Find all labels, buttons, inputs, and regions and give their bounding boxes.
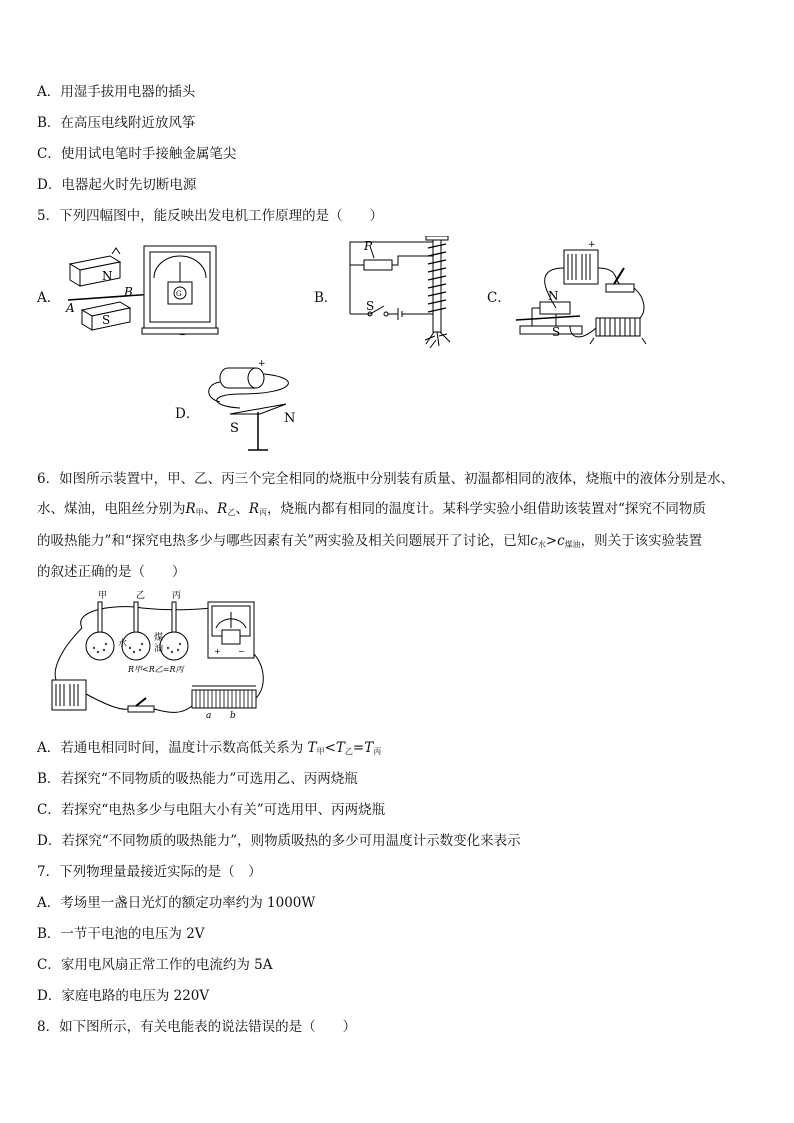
svg-text:+: +	[588, 240, 596, 250]
fig6-relation: R甲<R乙=R丙	[128, 665, 184, 674]
q6-option-c: C．若探究“电热多少与电阻大小有关”可选用甲、丙两烧瓶	[37, 802, 386, 818]
fig6-jia: 甲	[98, 591, 108, 601]
fig6-you: 油	[154, 644, 164, 654]
q6-option-b: B．若探究“不同物质的吸热能力”可选用乙、丙两烧瓶	[37, 771, 358, 787]
q5-figure-c	[510, 238, 650, 354]
q8-stem: 8．如下图所示，有关电能表的说法错误的是（ ）	[37, 1019, 357, 1035]
fig-b-p: P	[364, 239, 373, 253]
q7-option-a: A．考场里一盏日光灯的额定功率约为 1000W	[37, 895, 316, 911]
fig6-mei: 煤	[154, 633, 164, 643]
fig6-a: a	[206, 711, 212, 721]
fig-d-s: S	[230, 421, 239, 436]
q6-stem-line-1: 6．如图所示装置中，甲、乙、丙三个完全相同的烧瓶中分别装有质量、初温都相同的液体，烧瓶中的液体分别是水、	[37, 471, 735, 487]
svg-text:+: +	[258, 359, 266, 369]
q7-option-b: B．一节干电池的电压为 2V	[37, 926, 205, 942]
fig-a-g: G	[176, 290, 182, 298]
q6-figure	[42, 588, 270, 728]
q7-option-d: D．家庭电路的电压为 220V	[37, 988, 210, 1004]
q7-option-c: C．家用电风扇正常工作的电流约为 5A	[37, 957, 273, 973]
fig-a-b: B	[124, 285, 133, 299]
q4-option-c: C．使用试电笔时手接触金属笔尖	[37, 146, 237, 162]
fig-c-s: S	[552, 325, 561, 339]
q6-stem-line-4: 的叙述正确的是（ ）	[37, 564, 186, 580]
q4-option-b: B．在高压电线附近放风筝	[37, 115, 196, 131]
fig6-yi: 乙	[136, 591, 146, 601]
fig-b-s: S	[366, 299, 375, 313]
fig-a-n: N	[102, 269, 113, 283]
fig-c-n: N	[548, 289, 559, 303]
svg-text:+: +	[214, 647, 221, 656]
q4-option-a: A．用湿手拔用电器的插头	[37, 84, 196, 100]
q5-figure-c-label: C．	[487, 290, 511, 306]
q6-option-d: D．若探究“不同物质的吸热能力”，则物质吸热的多少可用温度计示数变化来表示	[37, 833, 521, 849]
q5-stem: 5．下列四幅图中，能反映出发电机工作原理的是（ ）	[37, 208, 384, 224]
fig6-b: b	[230, 711, 236, 721]
q6-option-a: A．若通电相同时间，温度计示数高低关系为 $T_甲<T_乙=T_丙$	[37, 740, 382, 756]
q5-figure-a-label: A．	[37, 290, 61, 306]
q5-figure-b	[340, 236, 470, 356]
q6-stem-line-3: 的吸热能力”和“探究电热多少与哪些因素有关”两实验及相关问题展开了讨论，已知$c_水>c_{煤油}$，则关于该实验装置	[37, 533, 703, 549]
q5-figure-b-label: B．	[314, 290, 338, 306]
fig-a-s: S	[102, 313, 111, 327]
fig6-water: 水	[118, 639, 128, 649]
fig6-bing: 丙	[172, 591, 182, 601]
svg-text:−: −	[238, 647, 245, 656]
q6-stem-line-2: 水、煤油，电阻丝分别为$R_甲$、$R_乙$、$R_丙$，烧瓶内都有相同的温度计。某科学实验小组借助该装置对“探究不同物质	[37, 501, 706, 517]
q5-figure-d	[200, 358, 304, 464]
q4-option-d: D．电器起火时先切断电源	[37, 177, 197, 193]
q5-figure-d-label: D．	[175, 406, 200, 422]
fig-d-n: N	[284, 411, 296, 426]
fig-a-a: A	[66, 301, 75, 315]
q7-stem: 7．下列物理量最接近实际的是（ ）	[37, 864, 262, 880]
q5-figure-a	[62, 244, 222, 344]
